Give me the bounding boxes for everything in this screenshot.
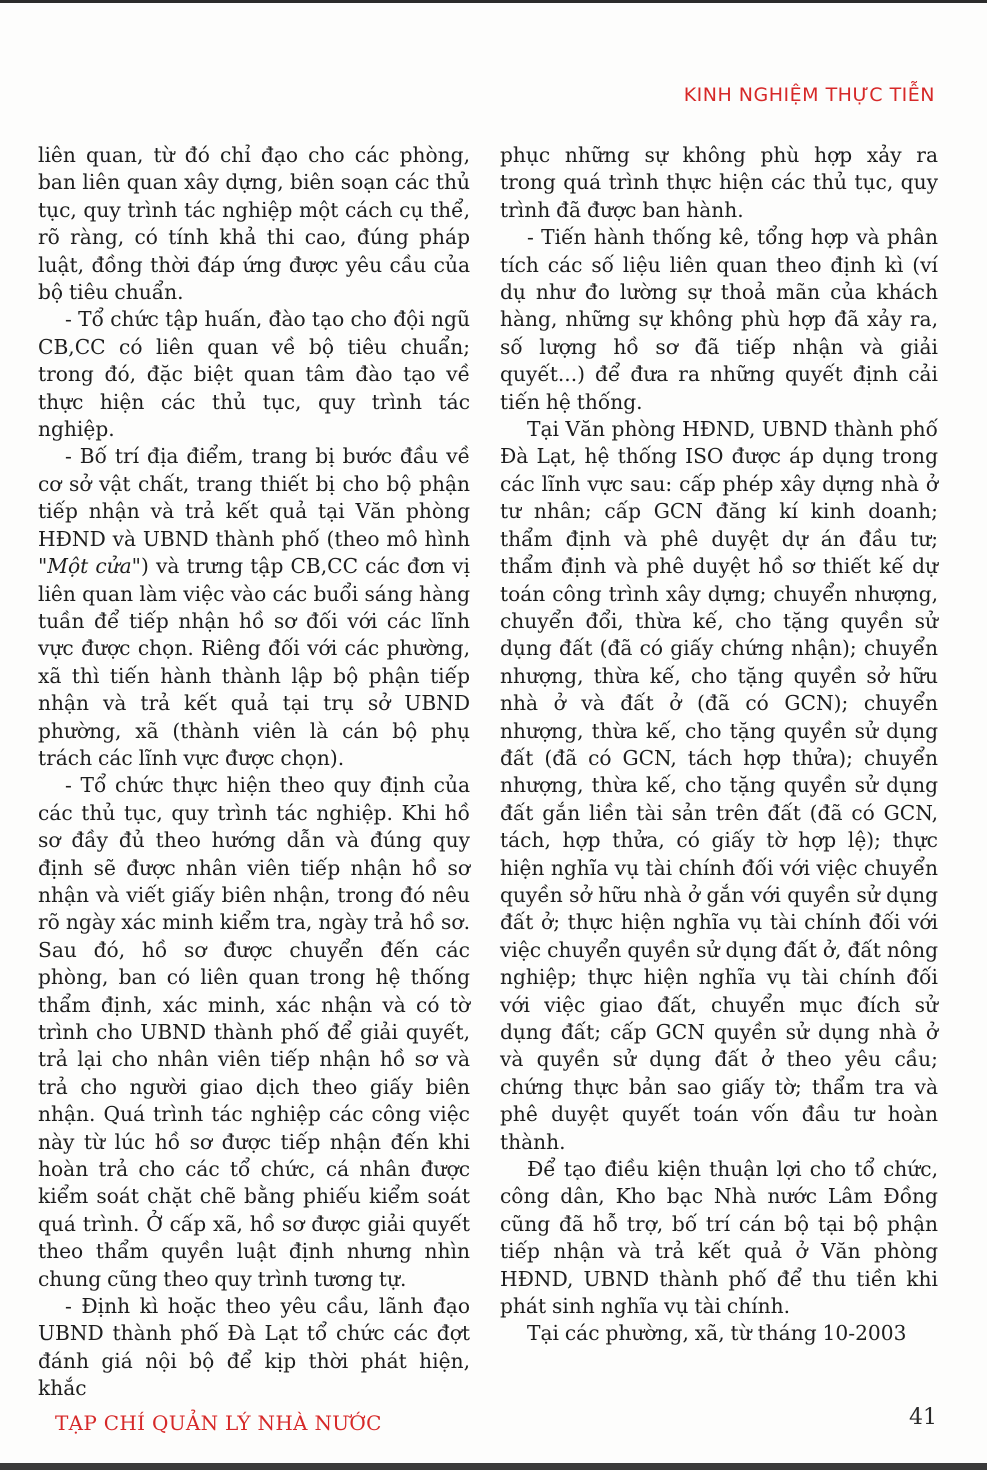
right-column — [500, 142, 938, 1348]
right-paragraph-2: - Tiến hành thống kê, tổng hợp và phân tích các số liệu liên quan theo định kì (ví dụ như đo lường sự thoả mãn của khách hàng, những sự không phù hợp đã xảy ra, số lượng hồ sơ đã tiếp nhận và giải quyết...) để đưa ra những quyết định cải tiến hệ thống. — [500, 225, 938, 414]
right-paragraph-1: phục những sự không phù hợp xảy ra trong quá trình thực hiện các thủ tục, quy trình đã được ban hành. — [500, 143, 938, 222]
left-paragraph-5: - Định kì hoặc theo yêu cầu, lãnh đạo UBND thành phố Đà Lạt tổ chức các đợt đánh giá nội bộ để kịp thời phát hiện, khắc — [38, 1294, 470, 1401]
page-number: 41 — [909, 1405, 937, 1430]
right-paragraph-4: Để tạo điều kiện thuận lợi cho tổ chức, công dân, Kho bạc Nhà nước Lâm Đồng cũng đã hỗ trợ, bố trí cán bộ tại bộ phận tiếp nhận và trả kết quả ở Văn phòng HĐND, UBND thành phố để thu tiền khi phát sinh nghĩa vụ tài chính. — [500, 1157, 938, 1319]
right-paragraph-5: Tại các phường, xã, từ tháng 10-2003 — [527, 1321, 907, 1346]
top-rule — [0, 0, 987, 3]
left-paragraph-3-part-a: - Bố trí địa điểm, trang bị bước đầu về cơ sở vật chất, trang thiết bị cho bộ phận tiếp nhận và trả kết quả tại Văn phòng HĐND và UBND thành phố (theo mô hình — [38, 444, 470, 551]
journal-name: TẠP CHÍ QUẢN LÝ NHÀ NƯỚC — [55, 1411, 382, 1435]
section-label: KINH NGHIỆM THỰC TIỄN — [683, 84, 935, 106]
left-paragraph-2: - Tổ chức tập huấn, đào tạo cho đội ngũ CB,CC có liên quan về bộ tiêu chuẩn; trong đó, đặc biệt quan tâm đào tạo về thực hiện các thủ tục, quy trình tác nghiệp. — [38, 307, 470, 442]
right-paragraph-3: Tại Văn phòng HĐND, UBND thành phố Đà Lạt, hệ thống ISO được áp dụng trong các lĩnh vực sau: cấp phép xây dựng nhà ở tư nhân; cấp GCN đăng kí kinh doanh; thẩm định và phê duyệt dự án đầu tư; thẩm định và phê duyệt hồ sơ thiết kế dự toán công trình xây dựng; chuyển nhượng, chuyển đổi, thừa kế, cho tặng quyền sử dụng đất (đã có giấy chứng nhận); chuyển nhượng, thừa kế, cho tặng quyền sở hữu nhà ở và đất ở (đã có GCN); chuyển nhượng, thừa kế, cho tặng quyền sử dụng đất (đã có GCN, tách hợp thửa); chuyển nhượng, thừa kế, cho tặng quyền sử dụng đất gắn liền tài sản trên đất (đã có GCN, tách, hợp thửa, có giấy tờ hợp lệ); thực hiện nghĩa vụ tài chính đối với việc chuyển quyền sở hữu nhà ở gắn với quyền sử dụng đất ở; thực hiện nghĩa vụ tài chính đối với việc chuyển quyền sử dụng đất ở, đất nông nghiệp; thực hiện nghĩa vụ tài chính đối với việc giao đất, chuyển mục đích sử dụng đất; cấp GCN quyền sử dụng nhà ở và quyền sử dụng đất ở theo yêu cầu; chứng thực bản sao giấy tờ; thẩm tra và phê duyệt quyết toán vốn đầu tư hoàn thành. — [500, 417, 938, 1154]
bottom-rule — [0, 1463, 987, 1470]
left-column — [38, 142, 470, 1403]
left-paragraph-4: - Tổ chức thực hiện theo quy định của các thủ tục, quy trình tác nghiệp. Khi hồ sơ đầy đủ theo hướng dẫn và đúng quy định sẽ được nhân viên tiếp nhận hồ sơ nhận và viết giấy biên nhận, trong đó nêu rõ ngày xác minh kiểm tra, ngày trả hồ sơ. Sau đó, hồ sơ được chuyển đến các phòng, ban có liên quan trong hệ thống thẩm định, xác minh, xác nhận và có tờ trình cho UBND thành phố để giải quyết, trả lại cho nhân viên tiếp nhận hồ sơ và trả cho người giao dịch theo giấy biên nhận. Quá trình tác nghiệp các công việc này từ lúc hồ sơ được tiếp nhận đến khi hoàn trả cho các tổ chức, cá nhân được kiểm soát chặt chẽ bằng phiếu kiểm soát quá trình. Ở cấp xã, hồ sơ được giải quyết theo thẩm quyền luật định nhưng nhìn chung cũng theo quy trình tương tự. — [38, 773, 470, 1291]
left-paragraph-1: liên quan, từ đó chỉ đạo cho các phòng, ban liên quan xây dựng, biên soạn các thủ tục, quy trình tác nghiệp một cách cụ thể, rõ ràng, có tính khả thi cao, đúng pháp luật, đồng thời đáp ứng được yêu cầu của bộ tiêu chuẩn. — [38, 143, 470, 305]
left-paragraph-3-part-b: ) và trưng tập CB,CC các đơn vị liên quan làm việc vào các buổi sáng hàng tuần để tiếp nhận hồ sơ đối với các lĩnh vực được chọn. Riêng đối với các phường, xã thì tiến hành thành lập bộ phận tiếp nhận và trả kết quả tại trụ sở UBND phường, xã (thành viên là cán bộ phụ trách các lĩnh vực được chọn). — [38, 554, 470, 770]
left-paragraph-3 — [38, 443, 470, 772]
mot-cua-italic: "Một cửa" — [38, 554, 141, 579]
